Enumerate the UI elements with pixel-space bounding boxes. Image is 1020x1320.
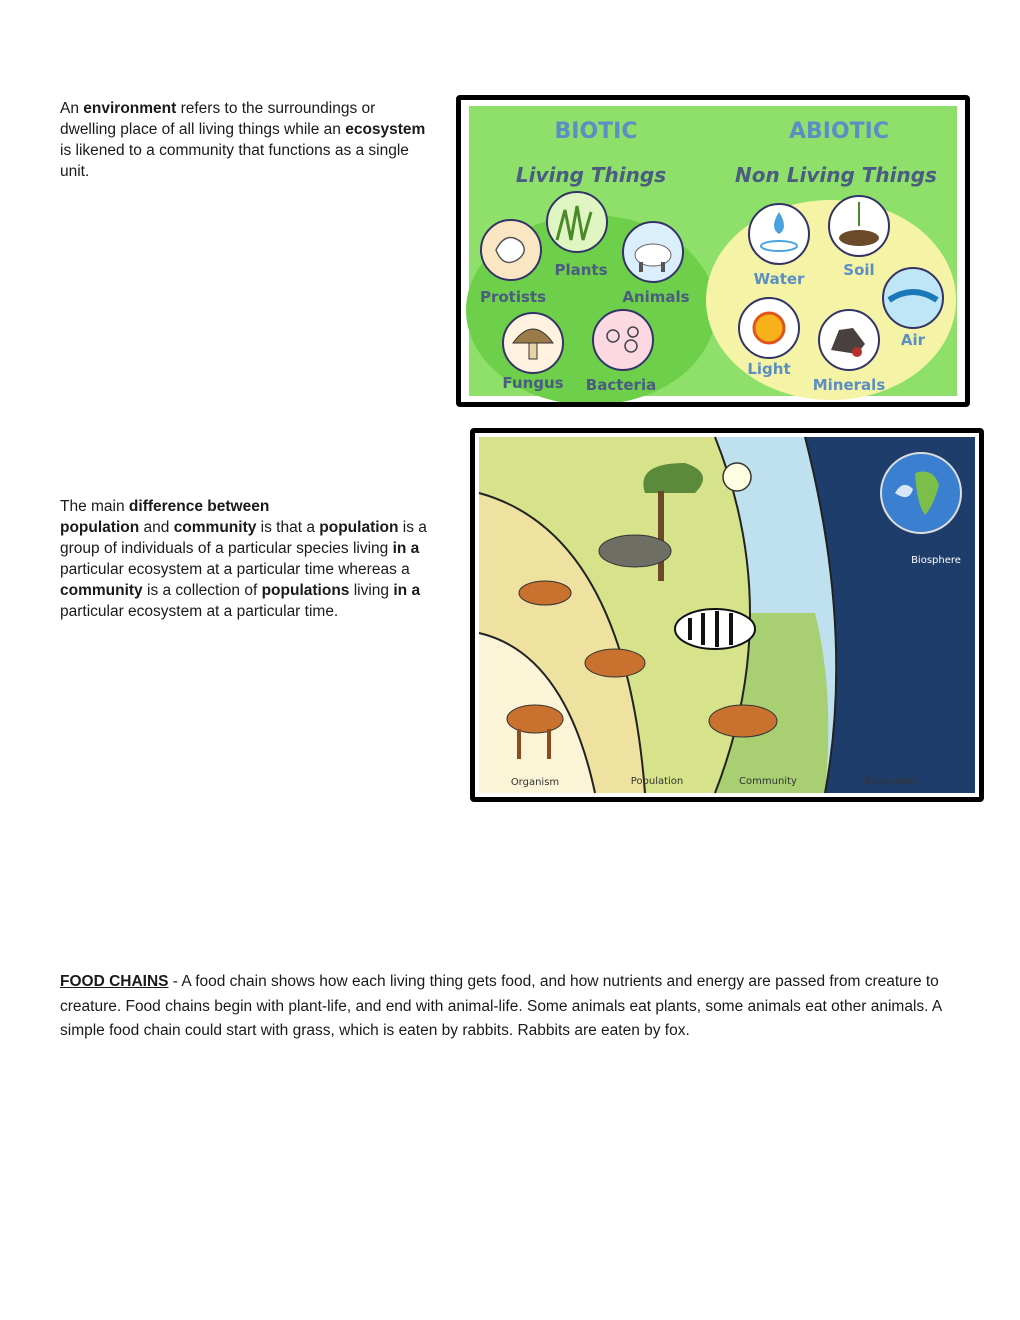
minerals-label: Minerals [812, 376, 886, 394]
abiotic-title: ABIOTIC [788, 119, 890, 144]
text-run: is likened to a community that functions as a single unit. [60, 142, 409, 180]
bacteria-icon [593, 310, 653, 370]
ecosystem-label: Ecosystem [864, 776, 920, 787]
food-chains-paragraph [60, 970, 975, 1044]
non-living-things-label: Non Living Things [735, 163, 937, 187]
organism-label: Organism [510, 777, 560, 788]
text-run: particular ecosystem at a particular time. [60, 603, 339, 620]
air-icon [883, 268, 943, 328]
bold-term: populations [261, 582, 350, 599]
impala-icon [709, 705, 777, 737]
bold-term: community [60, 582, 143, 599]
text-run: An [60, 100, 84, 117]
light-icon [739, 298, 799, 358]
bold-term: community [173, 519, 257, 536]
wildebeest-icon [599, 535, 671, 567]
ecological-levels-illustration [475, 433, 979, 797]
soil-label: Soil [843, 261, 875, 279]
sun-icon [723, 463, 751, 491]
environment-paragraph [60, 98, 430, 182]
water-label: Water [753, 270, 805, 288]
ecological-levels-figure [470, 428, 984, 802]
soil-icon [829, 196, 889, 256]
water-icon [749, 204, 809, 264]
bacteria-label: Bacteria [585, 376, 657, 394]
bold-term: in a [393, 582, 421, 599]
fungus-icon [503, 313, 563, 373]
text-run: is a group of individuals of a particular species living [60, 519, 427, 557]
earth-globe-icon [881, 453, 961, 533]
plants-icon [547, 192, 607, 252]
text-run: living [349, 582, 394, 599]
protists-icon [481, 220, 541, 280]
zebra-icon [675, 609, 755, 649]
population-label: Population [630, 776, 684, 787]
air-label: Air [900, 331, 926, 349]
biosphere-label: Biosphere [911, 555, 961, 566]
fungus-label: Fungus [502, 374, 564, 392]
minerals-icon [819, 310, 879, 370]
text-run: refers to the surroundings or dwelling place of all living things while an [60, 100, 376, 138]
bold-term-environment: environment [83, 100, 177, 117]
biotic-title: BIOTIC [554, 119, 638, 144]
text-run: is a collection of [142, 582, 262, 599]
biotic-abiotic-figure [456, 95, 970, 407]
bold-term: population [319, 519, 399, 536]
protists-label: Protists [479, 288, 547, 306]
animals-label: Animals [622, 288, 690, 306]
text-run: is that a [256, 519, 320, 536]
bold-term-ecosystem: ecosystem [345, 121, 426, 138]
animals-icon [623, 222, 683, 282]
light-label: Light [747, 360, 791, 378]
bold-term: population [60, 519, 140, 536]
plants-label: Plants [554, 261, 608, 279]
bold-term: in a [392, 540, 420, 557]
bold-term: difference between [128, 498, 270, 515]
food-chains-text: - A food chain shows how each living thing gets food, and how nutrients and energy are passed from creature to creature. Food chains begin with plant-life, and end with animal-life. Some animals eat plants, some animals eat other animals. A simple food chain could start with grass, which is eaten by rabbits. Rabbits are eaten by fox. [60, 973, 942, 1039]
text-run: The main [60, 498, 129, 515]
community-label: Community [739, 776, 797, 787]
living-things-label: Living Things [515, 163, 667, 187]
biotic-abiotic-illustration [461, 100, 965, 402]
population-community-paragraph [60, 496, 445, 622]
text-run: and [139, 519, 174, 536]
text-run: particular ecosystem at a particular time whereas a [60, 561, 410, 578]
food-chains-heading: FOOD CHAINS [60, 973, 169, 990]
